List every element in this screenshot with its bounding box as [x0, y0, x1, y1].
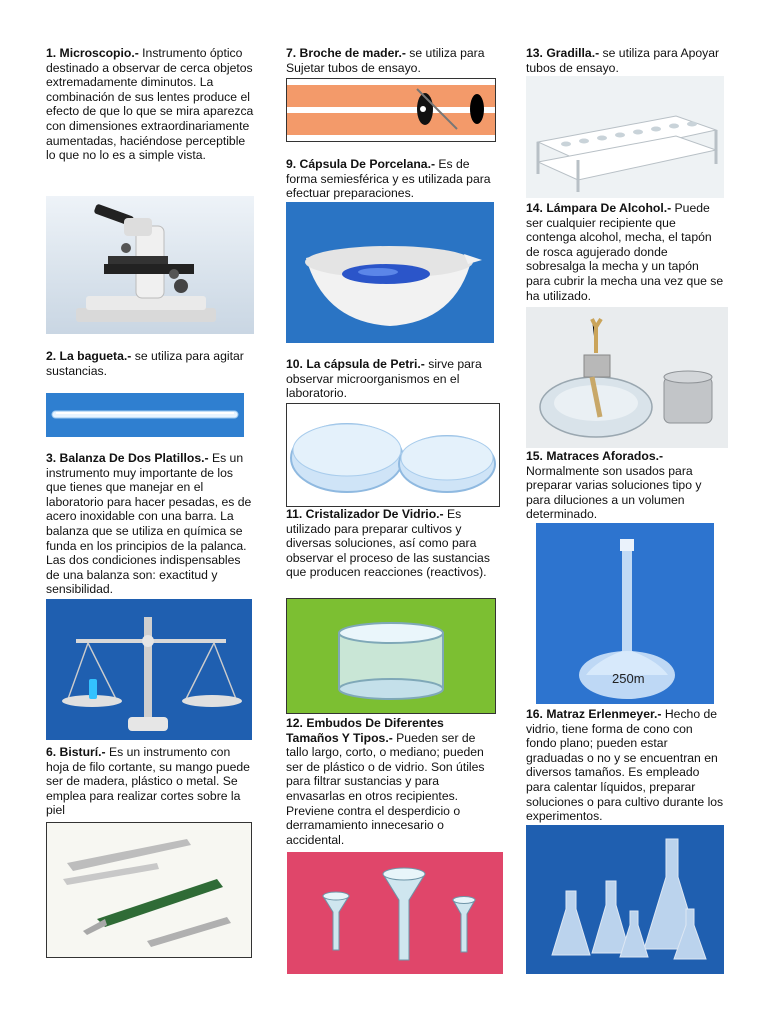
- gradilla-text: [526, 46, 726, 75]
- lampara-title: 14. Lámpara De Alcohol.-: [526, 201, 672, 215]
- capsula-porcelana-text: [286, 157, 496, 201]
- porcelain-dish-photo: [286, 202, 494, 343]
- erlenmeyer-title: 16. Matraz Erlenmeyer.-: [526, 707, 662, 721]
- capsula-porcelana-body: Es de forma semiesférica y es utilizada para efectuar preparaciones.: [286, 157, 491, 201]
- balanza-body: Es un instrumento muy importante de los que tienes que manejar en el laboratorio para hacer pesadas, es de acero inoxidable con una barra. La balanza que se utiliza en química se funda en los principios de la palanca. Las dos condiciones indispensables de una balanza son: exactitud y sensibilidad.: [46, 451, 252, 597]
- crystallizer-photo: [286, 598, 496, 714]
- microscopio-body: Instrumento óptico destinado a observar de cerca objetos extremadamente diminutos. La combinación de sus lentes produce el efecto de que lo que se mira aparezca con dimensiones extraordinariamente aumentadas, haciéndose perceptible lo que no lo es a simple vista.: [46, 46, 254, 163]
- stirring-rod-photo: [46, 393, 244, 437]
- broche-title: 7. Broche de mader.-: [286, 46, 406, 60]
- funnels-photo: [287, 852, 503, 974]
- balance-photo: [46, 599, 252, 740]
- balanza-text: [46, 451, 254, 597]
- matraces-title: 15. Matraces Aforados.-: [526, 449, 664, 463]
- bisturi-text: [46, 745, 254, 818]
- alcohol-lamp-photo: [526, 307, 728, 448]
- capsula-petri-body: sirve para observar microorganismos en el laboratorio.: [286, 357, 482, 401]
- erlenmeyer-text: [526, 707, 726, 824]
- lampara-body: Puede ser cualquier recipiente que contenga alcohol, mecha, el tapón de rosca agujerado donde sobresalga la mecha y un tapón para cubrir la mecha una vez que se ha utilizado.: [526, 201, 724, 303]
- erlenmeyer-photo: [526, 825, 724, 974]
- microscopio-text: [46, 46, 254, 163]
- lampara-text: [526, 201, 726, 303]
- capsula-porcelana-title: 9. Cápsula De Porcelana.-: [286, 157, 436, 171]
- scalpel-photo: [46, 822, 252, 958]
- gradilla-title: 13. Gradilla.-: [526, 46, 600, 60]
- microscopio-title: 1. Microscopio.-: [46, 46, 139, 60]
- cristalizador-title: 11. Cristalizador De Vidrio.-: [286, 507, 444, 521]
- volumetric-flask-photo: [536, 523, 714, 704]
- capsula-petri-text: [286, 357, 496, 401]
- matraces-body: Normalmente son usados para preparar varias soluciones tipo y para diluciones a un volumen determinado.: [526, 463, 702, 522]
- microscope-photo: [46, 196, 254, 334]
- balanza-title: 3. Balanza De Dos Platillos.-: [46, 451, 209, 465]
- flask-volume-label: 250m: [612, 671, 645, 686]
- bagueta-text: [46, 349, 254, 378]
- matraces-text: [526, 449, 726, 522]
- capsula-petri-title: 10. La cápsula de Petri.-: [286, 357, 425, 371]
- bagueta-body: se utiliza para agitar sustancias.: [46, 349, 244, 378]
- erlenmeyer-body: Hecho de vidrio, tiene forma de cono con fondo plano; pueden estar graduadas o no y se encuentran en diversos tamaños. Es empleado para calentar líquidos, preparar soluciones o para cultivo durante los experimentos.: [526, 707, 724, 824]
- broche-body: se utiliza para Sujetar tubos de ensayo.: [286, 46, 485, 75]
- embudos-body: Pueden ser de tallo largo, corto, o mediano; pueden ser de plástico o de vidrio. Son útiles para filtrar sustancias y para envasarlas en otros recipientes. Previene contra el desperdicio o derramamiento innecesario o accidental.: [286, 730, 485, 847]
- embudos-text: [286, 716, 496, 847]
- cristalizador-text: [286, 507, 496, 580]
- broche-text: [286, 46, 496, 75]
- bagueta-title: 2. La bagueta.-: [46, 349, 132, 363]
- bisturi-body: Es un instrumento con hoja de filo cortante, su mango puede ser de madera, plástico o metal. Se emplea para realizar cortes sobre la piel: [46, 745, 250, 818]
- petri-dish-photo: [286, 403, 500, 507]
- wooden-clip-photo: [286, 78, 496, 142]
- gradilla-body: se utiliza para Apoyar tubos de ensayo.: [526, 46, 720, 75]
- test-tube-rack-photo: [526, 76, 724, 198]
- embudos-title: 12. Embudos De Diferentes Tamaños Y Tipos.-: [286, 716, 444, 745]
- cristalizador-body: Es utilizado para preparar cultivos y diversas soluciones, así como para observar el proceso de las sustancias que producen reacciones (reactivos).: [286, 507, 490, 580]
- bisturi-title: 6. Bisturí.-: [46, 745, 106, 759]
